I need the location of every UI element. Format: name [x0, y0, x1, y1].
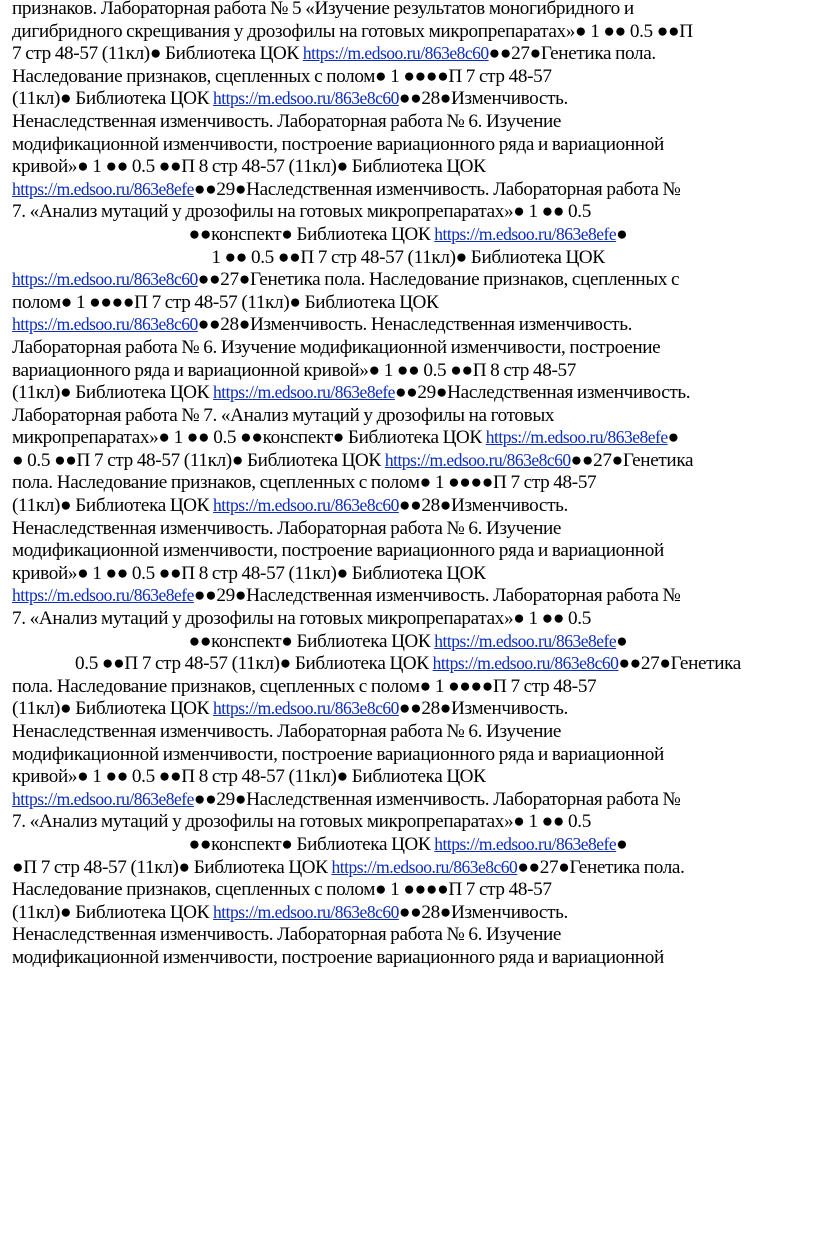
library-link[interactable]: https://m.edsoo.ru/863e8c60 — [12, 269, 198, 290]
text-run: (11кл)● Библиотека ЦОК — [12, 88, 214, 110]
library-link[interactable]: https://m.edsoo.ru/863e8c60 — [213, 495, 399, 516]
text-run: ● — [616, 630, 628, 652]
text-run: пола. Наследование признаков, сцепленных с полом● 1 ●●●●П 7 стр 48-57 — [12, 675, 597, 697]
library-link[interactable]: https://m.edsoo.ru/863e8efe — [485, 427, 668, 448]
text-run: ●●29●Наследственная изменчивость. Лабораторная работа № — [193, 788, 681, 810]
text-run: ●●29●Наследственная изменчивость. Лабораторная работа № — [193, 178, 681, 200]
text-run: 7. «Анализ мутаций у дрозофилы на готовых микропрепаратах»● 1 ●● 0.5 — [12, 608, 591, 630]
library-link[interactable]: https://m.edsoo.ru/863e8c60 — [302, 43, 489, 64]
text-run: 0.5 ●●П 7 стр 48-57 (11кл)● Библиотека ЦОК — [75, 653, 433, 675]
text-run: признаков. Лабораторная работа № 5 «Изучение результатов моногибридного и — [12, 0, 634, 19]
text-run: ● — [667, 427, 679, 449]
text-run: 1 ●● 0.5 ●●П 7 стр 48-57 (11кл)● Библиотека ЦОК — [211, 246, 605, 268]
text-run: вариационного ряда и вариационной кривой»● 1 ●● 0.5 ●●П 8 стр 48-57 — [12, 359, 576, 381]
library-link[interactable]: https://m.edsoo.ru/863e8c60 — [331, 856, 518, 877]
library-link[interactable]: https://m.edsoo.ru/863e8c60 — [432, 653, 619, 674]
library-link[interactable]: https://m.edsoo.ru/863e8efe — [434, 223, 617, 244]
text-run: кривой»● 1 ●● 0.5 ●●П 8 стр 48-57 (11кл)● Библиотека ЦОК — [12, 562, 486, 584]
library-link[interactable]: https://m.edsoo.ru/863e8efe — [12, 178, 194, 199]
library-link[interactable]: https://m.edsoo.ru/863e8efe — [12, 585, 194, 606]
text-run: ●●27●Генетика — [570, 449, 694, 471]
text-run: ●●29●Наследственная изменчивость. — [394, 382, 691, 404]
text-run: кривой»● 1 ●● 0.5 ●●П 8 стр 48-57 (11кл)● Библиотека ЦОК — [12, 766, 486, 788]
text-run: (11кл)● Библиотека ЦОК — [12, 382, 214, 404]
text-run: ●●28●Изменчивость. — [398, 88, 568, 110]
text-run: ●●27●Генетика пола. — [488, 43, 656, 65]
text-run: (11кл)● Библиотека ЦОК — [12, 698, 214, 720]
text-run: модификационной изменчивости, построение вариационного ряда и вариационной — [12, 743, 664, 765]
library-link[interactable]: https://m.edsoo.ru/863e8c60 — [213, 901, 399, 922]
library-link[interactable]: https://m.edsoo.ru/863e8efe — [12, 788, 194, 809]
text-run: 7. «Анализ мутаций у дрозофилы на готовых микропрепаратах»● 1 ●● 0.5 — [12, 201, 591, 223]
text-run: ● — [616, 833, 628, 855]
text-run: дигибридного скрещивания у дрозофилы на готовых микропрепаратах»● 1 ●● 0.5 ●●П — [12, 20, 693, 42]
text-run: микропрепаратах»● 1 ●● 0.5 ●●конспект● Библиотека ЦОК — [12, 427, 486, 449]
text-run: (11кл)● Библиотека ЦОК — [12, 901, 214, 923]
text-run: Ненаследственная изменчивость. Лабораторная работа № 6. Изучение — [12, 721, 562, 742]
text-run: полом● 1 ●●●●П 7 стр 48-57 (11кл)● Библиотека ЦОК — [12, 291, 439, 313]
text-run: ●●конспект● Библиотека ЦОК — [188, 630, 435, 652]
text-line — [12, 943, 804, 973]
text-run: ●●28●Изменчивость. — [398, 698, 568, 720]
text-run: ●●28●Изменчивость. Ненаследственная изменчивость. — [197, 314, 633, 336]
text-run: Ненаследственная изменчивость. Лабораторная работа № 6. Изучение — [12, 110, 562, 132]
library-link[interactable]: https://m.edsoo.ru/863e8c60 — [384, 449, 571, 470]
text-run: ●●27●Генетика пола. — [517, 856, 685, 878]
text-run: ●●28●Изменчивость. — [398, 495, 568, 517]
text-run: Наследование признаков, сцепленных с полом● 1 ●●●●П 7 стр 48-57 — [12, 65, 552, 87]
library-link[interactable]: https://m.edsoo.ru/863e8efe — [434, 630, 617, 651]
text-run: ● — [616, 223, 628, 245]
library-link[interactable]: https://m.edsoo.ru/863e8efe — [434, 833, 617, 854]
text-run: ●●27●Генетика пола. Наследование признаков, сцепленных с — [197, 269, 680, 291]
library-link[interactable]: https://m.edsoo.ru/863e8c60 — [213, 88, 399, 109]
text-run: модификационной изменчивости, построение вариационного ряда и вариационной — [12, 946, 664, 968]
text-run: ●П 7 стр 48-57 (11кл)● Библиотека ЦОК — [12, 856, 332, 878]
text-run: 7 стр 48-57 (11кл)● Библиотека ЦОК — [12, 43, 303, 65]
text-run: ●●27●Генетика — [618, 653, 741, 675]
text-run: ●●28●Изменчивость. — [398, 901, 568, 923]
text-run: (11кл)● Библиотека ЦОК — [12, 495, 214, 517]
text-run: пола. Наследование признаков, сцепленных с полом● 1 ●●●●П 7 стр 48-57 — [12, 472, 597, 494]
text-run: 7. «Анализ мутаций у дрозофилы на готовых микропрепаратах»● 1 ●● 0.5 — [12, 811, 591, 833]
text-run: модификационной изменчивости, построение вариационного ряда и вариационной — [12, 540, 664, 562]
text-run: Лабораторная работа № 7. «Анализ мутаций у дрозофилы на готовых — [12, 404, 555, 426]
text-run: ●●конспект● Библиотека ЦОК — [188, 833, 435, 855]
text-run: кривой»● 1 ●● 0.5 ●●П 8 стр 48-57 (11кл)● Библиотека ЦОК — [12, 156, 486, 178]
text-run: Ненаследственная изменчивость. Лабораторная работа № 6. Изучение — [12, 517, 562, 539]
text-run: ● 0.5 ●●П 7 стр 48-57 (11кл)● Библиотека ЦОК — [12, 449, 385, 471]
text-run: Наследование признаков, сцепленных с полом● 1 ●●●●П 7 стр 48-57 — [12, 879, 552, 901]
library-link[interactable]: https://m.edsoo.ru/863e8efe — [213, 382, 395, 403]
text-run: ●●29●Наследственная изменчивость. Лабораторная работа № — [193, 585, 681, 607]
text-run: Лабораторная работа № 6. Изучение модификационной изменчивости, построение — [12, 336, 661, 358]
text-run: Ненаследственная изменчивость. Лабораторная работа № 6. Изучение — [12, 924, 562, 946]
library-link[interactable]: https://m.edsoo.ru/863e8c60 — [213, 698, 399, 719]
text-run: модификационной изменчивости, построение вариационного ряда и вариационной — [12, 133, 664, 155]
text-run: ●●конспект● Библиотека ЦОК — [188, 223, 435, 245]
library-link[interactable]: https://m.edsoo.ru/863e8c60 — [12, 314, 198, 335]
